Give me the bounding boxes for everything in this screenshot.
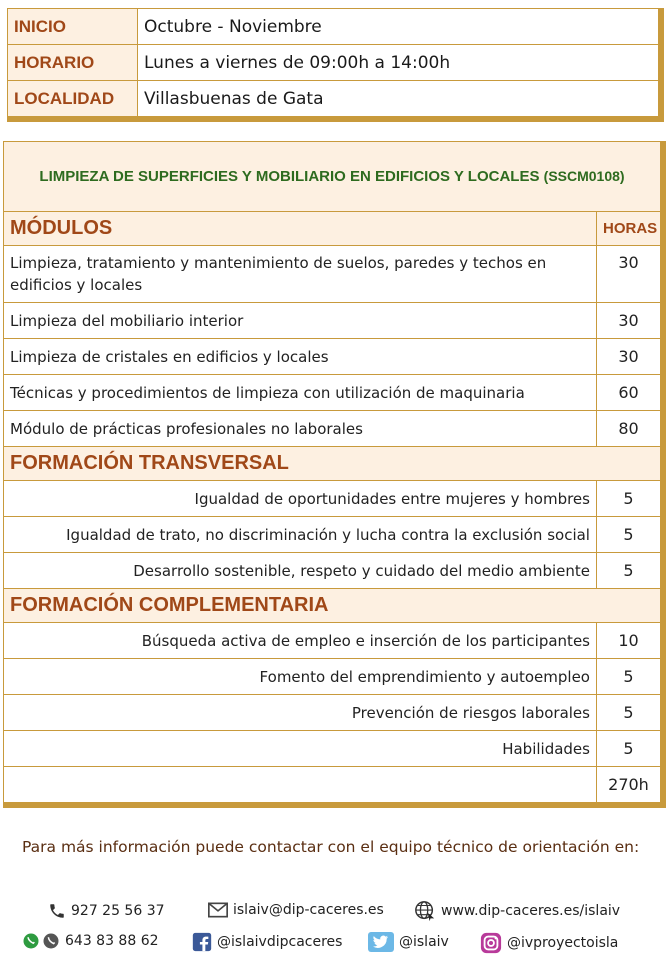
- module-row: [4, 339, 661, 375]
- module-hours: 60: [596, 375, 660, 411]
- horario-value: Lunes a viernes de 09:00h a 14:00h: [138, 45, 659, 81]
- contact-twitter[interactable]: [368, 932, 449, 952]
- course-code: (SSCM0108): [543, 168, 625, 184]
- phone2-text: 643 83 88 62: [65, 933, 159, 949]
- transversal-label: FORMACIÓN TRANSVERSAL: [4, 447, 661, 481]
- total-hours: 270h: [596, 767, 660, 803]
- module-hours: 30: [596, 339, 660, 375]
- module-hours: 30: [596, 303, 660, 339]
- phone-icon: [48, 902, 66, 920]
- complementaria-hours: 10: [596, 623, 660, 659]
- complementaria-name: Búsqueda activa de empleo e inserción de los participantes: [4, 623, 597, 659]
- horas-label: HORAS: [596, 212, 660, 246]
- module-hours: 30: [596, 246, 660, 303]
- transversal-hours: 5: [596, 481, 660, 517]
- website-text: www.dip-caceres.es/islaiv: [441, 903, 621, 919]
- horario-label: HORARIO: [8, 45, 138, 81]
- twitter-icon: [368, 932, 394, 952]
- contact-phone1[interactable]: [48, 902, 165, 920]
- localidad-label: LOCALIDAD: [8, 81, 138, 117]
- modulos-header: [4, 212, 661, 246]
- transversal-hours: 5: [596, 517, 660, 553]
- facebook-text: @islaivdipcaceres: [217, 934, 343, 950]
- phone1-text: 927 25 56 37: [71, 903, 165, 919]
- contact-website[interactable]: [414, 900, 620, 922]
- contact-instagram[interactable]: [480, 932, 618, 954]
- complementaria-hours: 5: [596, 731, 660, 767]
- phone-icon: [42, 932, 60, 950]
- email-text: islaiv@dip-caceres.es: [233, 902, 384, 918]
- complementaria-hours: 5: [596, 659, 660, 695]
- inicio-label: INICIO: [8, 9, 138, 45]
- complementaria-row: [4, 695, 661, 731]
- email-icon: [208, 902, 228, 918]
- module-name: Limpieza de cristales en edificios y locales: [4, 339, 597, 375]
- course-table: [3, 141, 666, 808]
- complementaria-name: Fomento del emprendimiento y autoempleo: [4, 659, 597, 695]
- module-name: Técnicas y procedimientos de limpieza con utilización de maquinaria: [4, 375, 597, 411]
- complementaria-row: [4, 659, 661, 695]
- instagram-icon: [480, 932, 502, 954]
- module-row: [4, 246, 661, 303]
- contact-phone2[interactable]: [22, 932, 159, 950]
- module-row: [4, 375, 661, 411]
- info-table: [7, 8, 664, 122]
- contact-facebook[interactable]: [192, 932, 342, 952]
- info-row-localidad: [8, 81, 659, 117]
- complementaria-name: Habilidades: [4, 731, 597, 767]
- transversal-hours: 5: [596, 553, 660, 589]
- module-row: [4, 411, 661, 447]
- transversal-row: [4, 553, 661, 589]
- transversal-row: [4, 517, 661, 553]
- total-row: [4, 767, 661, 803]
- transversal-header: [4, 447, 661, 481]
- twitter-text: @islaiv: [399, 934, 449, 950]
- info-row-horario: [8, 45, 659, 81]
- module-hours: 80: [596, 411, 660, 447]
- complementaria-name: Prevención de riesgos laborales: [4, 695, 597, 731]
- more-info-text: Para más información puede contactar con el equipo técnico de orientación en:: [22, 838, 640, 856]
- module-name: Limpieza del mobiliario interior: [4, 303, 597, 339]
- total-spacer: [4, 767, 597, 803]
- course-title: [4, 142, 661, 212]
- localidad-value: Villasbuenas de Gata: [138, 81, 659, 117]
- inicio-value: Octubre - Noviembre: [138, 9, 659, 45]
- contact-email[interactable]: [208, 902, 384, 918]
- course-title-text: LIMPIEZA DE SUPERFICIES Y MOBILIARIO EN EDIFICIOS Y LOCALES: [39, 168, 540, 185]
- globe-icon: [414, 900, 436, 922]
- info-row-inicio: [8, 9, 659, 45]
- complementaria-label: FORMACIÓN COMPLEMENTARIA: [4, 589, 661, 623]
- whatsapp-icon: [22, 932, 40, 950]
- transversal-name: Desarrollo sostenible, respeto y cuidado del medio ambiente: [4, 553, 597, 589]
- module-name: Limpieza, tratamiento y mantenimiento de suelos, paredes y techos en edificios y locales: [4, 246, 597, 303]
- complementaria-row: [4, 731, 661, 767]
- transversal-name: Igualdad de oportunidades entre mujeres y hombres: [4, 481, 597, 517]
- module-name: Módulo de prácticas profesionales no laborales: [4, 411, 597, 447]
- facebook-icon: [192, 932, 212, 952]
- transversal-row: [4, 481, 661, 517]
- complementaria-header: [4, 589, 661, 623]
- transversal-name: Igualdad de trato, no discriminación y lucha contra la exclusión social: [4, 517, 597, 553]
- modulos-label: MÓDULOS: [4, 212, 597, 246]
- module-row: [4, 303, 661, 339]
- complementaria-row: [4, 623, 661, 659]
- complementaria-hours: 5: [596, 695, 660, 731]
- instagram-text: @ivproyectoisla: [507, 935, 619, 951]
